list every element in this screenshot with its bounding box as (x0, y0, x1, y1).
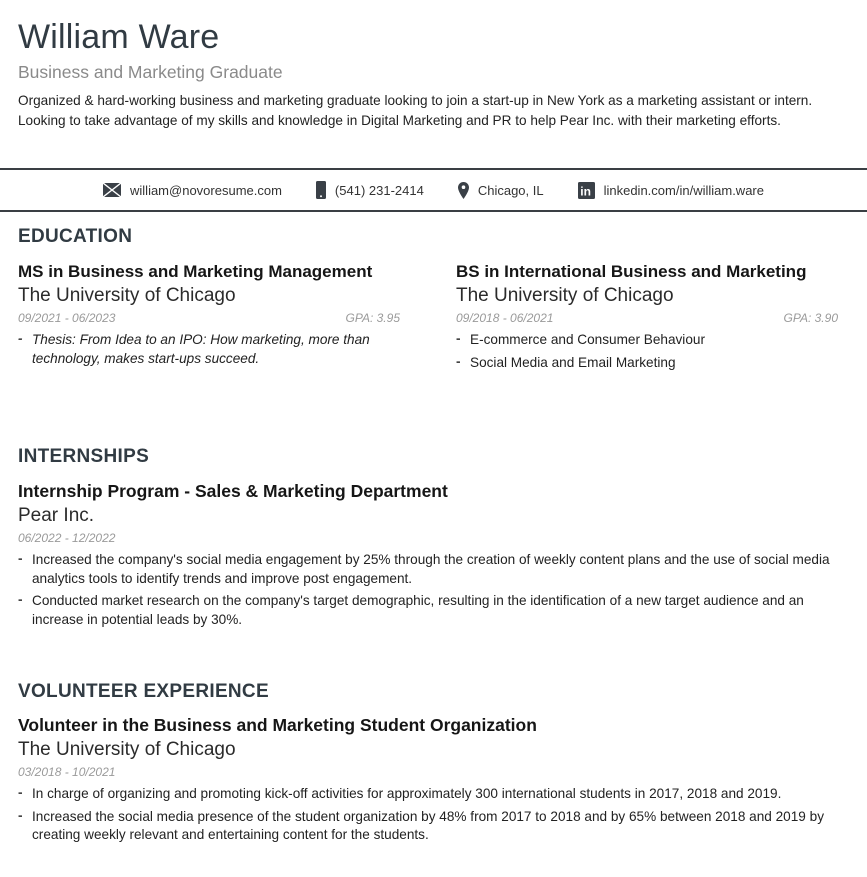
bullet: - Thesis: From Idea to an IPO: How marketing, more than technology, makes start-ups succeed. (18, 331, 400, 368)
linkedin-text: linkedin.com/in/william.ware (603, 182, 764, 198)
section-title-education: EDUCATION (18, 226, 133, 247)
role: Internship Program - Sales & Marketing Department (18, 481, 448, 501)
dates: 03/2018 - 10/2021 (18, 765, 116, 779)
phone-text: (541) 231-2414 (334, 182, 424, 198)
school: The University of Chicago (456, 285, 674, 306)
volunteer-meta (18, 765, 838, 779)
education-meta (456, 311, 838, 325)
school: The University of Chicago (18, 285, 236, 306)
degree: BS in International Business and Marketing (456, 262, 807, 281)
bullet-list (18, 785, 838, 845)
education-item (18, 261, 400, 372)
role: Volunteer in the Business and Marketing Student Organization (18, 715, 537, 735)
bullet: - Social Media and Email Marketing (456, 354, 838, 373)
degree: MS in Business and Marketing Management (18, 262, 373, 281)
contact-linkedin[interactable] (578, 182, 764, 199)
candidate-name: William Ware (18, 18, 220, 56)
section-title-volunteer: VOLUNTEER EXPERIENCE (18, 681, 269, 702)
education-meta (18, 311, 400, 325)
bullet: - Increased the social media presence of the student organization by 48% from 2017 to 2018 and by 65% between 2018 and 2019 by creating weekly relevant and entertaining content for the students. (18, 808, 838, 845)
summary: Organized & hard-working business and marketing graduate looking to join a start-up in New York as a marketing assistant or intern. Looking to take advantage of my skills and knowledge in Digital Marketing and PR to help Pear Inc. with their marketing efforts. (18, 93, 813, 128)
volunteer-item (18, 715, 838, 849)
linkedin-icon (578, 182, 595, 199)
contact-bar (0, 168, 867, 212)
internship-meta (18, 531, 838, 545)
location-text: Chicago, IL (477, 182, 544, 198)
gpa: GPA: 3.95 (345, 311, 400, 325)
education-item (456, 261, 838, 376)
bullet-list (18, 551, 838, 629)
dates: 09/2021 - 06/2023 (18, 311, 116, 325)
bullet: - In charge of organizing and promoting kick-off activities for approximately 300 international students in 2017, 2018 and 2019. (18, 785, 838, 804)
phone-icon (316, 181, 326, 199)
bullet: - Conducted market research on the company's target demographic, resulting in the identification of a new target audience and an increase in potential leads by 30%. (18, 592, 838, 629)
bullet: - Increased the company's social media engagement by 25% through the creation of weekly content plans and the use of social media analytics tools to identify trends and improve post engagement. (18, 551, 838, 588)
envelope-icon (103, 183, 121, 197)
email-text: william@novoresume.com (130, 182, 282, 198)
bullet-list (456, 331, 838, 372)
organization: The University of Chicago (18, 739, 236, 760)
bullet: - E-commerce and Consumer Behaviour (456, 331, 838, 350)
contact-email[interactable] (103, 183, 282, 198)
section-title-internships: INTERNSHIPS (18, 446, 150, 467)
location-pin-icon (458, 182, 469, 199)
dates: 06/2022 - 12/2022 (18, 531, 116, 545)
internship-item (18, 481, 838, 633)
bullet-list (18, 331, 400, 368)
svg-text:in: in (579, 184, 591, 199)
gpa: GPA: 3.90 (783, 311, 838, 325)
contact-phone[interactable] (316, 181, 424, 199)
company: Pear Inc. (18, 505, 95, 526)
contact-location (458, 182, 544, 199)
dates: 09/2018 - 06/2021 (456, 311, 554, 325)
candidate-title: Business and Marketing Graduate (18, 62, 283, 82)
